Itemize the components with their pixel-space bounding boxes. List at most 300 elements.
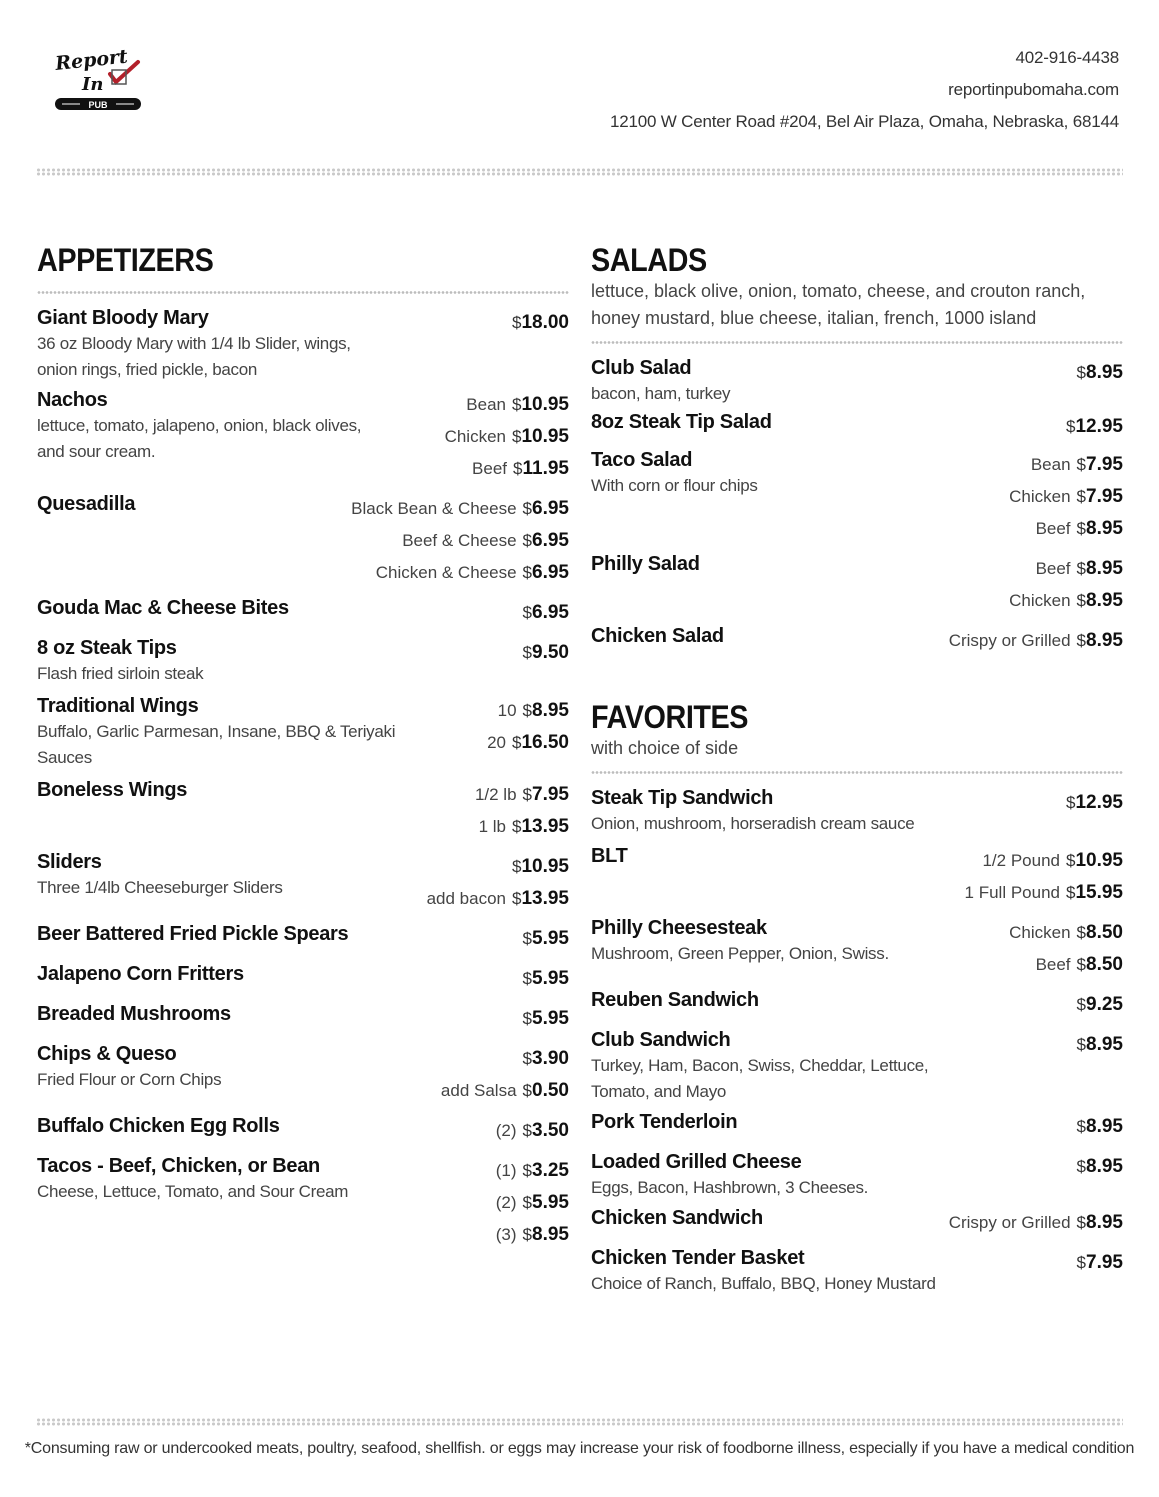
menu-item-name: Buffalo Chicken Egg Rolls <box>37 1115 280 1137</box>
menu-item <box>591 915 1123 981</box>
price-line <box>351 493 569 525</box>
price-option-label: (2) <box>495 1121 517 1140</box>
menu-item <box>37 1153 569 1251</box>
price-amount: 3.50 <box>532 1120 569 1141</box>
menu-item-info <box>591 355 1077 407</box>
price-line <box>445 389 569 421</box>
price-amount: 8.50 <box>1086 922 1123 943</box>
menu-item-prices <box>487 693 569 771</box>
menu-item-name: Nachos <box>37 389 108 411</box>
price-line <box>351 557 569 589</box>
price-line <box>1066 787 1123 819</box>
price-option-label: Crispy or Grilled <box>948 1213 1071 1232</box>
price-amount: 15.95 <box>1075 882 1123 903</box>
currency-symbol: $ <box>511 857 522 876</box>
menu-section <box>37 238 569 1251</box>
menu-item-name: Giant Bloody Mary <box>37 307 209 329</box>
price-line <box>965 877 1123 909</box>
menu-item-info <box>591 1205 949 1239</box>
section-title: SALADS <box>591 242 707 278</box>
menu-item <box>591 355 1123 407</box>
currency-symbol: $ <box>511 817 522 836</box>
price-amount: 8.95 <box>1086 1034 1123 1055</box>
currency-symbol: $ <box>1076 559 1087 578</box>
section-divider <box>591 770 1123 775</box>
menu-item-prices <box>523 921 569 955</box>
menu-item-info <box>37 1153 496 1251</box>
currency-symbol: $ <box>522 1193 533 1212</box>
menu-item-prices <box>523 961 569 995</box>
price-option-label: 20 <box>487 733 506 752</box>
price-line <box>1077 1247 1123 1279</box>
section-title: APPETIZERS <box>37 242 214 278</box>
menu-item-info <box>37 777 475 843</box>
menu-item-info <box>591 551 1009 617</box>
menu-item-name: Tacos - Beef, Chicken, or Bean <box>37 1155 320 1177</box>
currency-symbol: $ <box>522 643 533 662</box>
menu-item-name: Club Salad <box>591 357 692 379</box>
logo-line-1: Report <box>54 46 129 75</box>
menu-item-info <box>37 1113 496 1147</box>
menu-item-info <box>591 785 1066 837</box>
section-divider <box>591 340 1123 345</box>
menu-item-prices <box>523 595 569 629</box>
price-amount: 10.95 <box>521 426 569 447</box>
menu-item <box>591 1149 1123 1201</box>
currency-symbol: $ <box>1076 519 1087 538</box>
contact-block <box>610 42 1119 138</box>
price-line <box>523 637 569 669</box>
price-line <box>445 421 569 453</box>
menu-item-prices <box>1077 1149 1123 1201</box>
price-amount: 7.95 <box>1086 486 1123 507</box>
currency-symbol: $ <box>1076 1253 1087 1272</box>
price-option-label: (2) <box>495 1193 517 1212</box>
price-line <box>441 1043 569 1075</box>
menu-item-info <box>591 1245 1077 1297</box>
menu-item-description: lettuce, tomato, jalapeno, onion, black olives, <box>37 416 362 435</box>
price-amount: 8.95 <box>1086 630 1123 651</box>
price-line <box>1077 357 1123 389</box>
price-line <box>949 625 1123 657</box>
price-line <box>1009 553 1123 585</box>
currency-symbol: $ <box>522 785 533 804</box>
menu-item-name: Pork Tenderloin <box>591 1111 738 1133</box>
menu-item-description: Flash fried sirloin steak <box>37 664 204 683</box>
menu-item-prices <box>445 387 569 485</box>
currency-symbol: $ <box>513 459 523 478</box>
price-option-label: 1/2 lb <box>474 785 517 804</box>
menu-item-name: BLT <box>591 845 628 867</box>
currency-symbol: $ <box>522 1081 533 1100</box>
currency-symbol: $ <box>522 969 533 988</box>
menu-item <box>591 987 1123 1021</box>
price-amount: 8.50 <box>1086 954 1123 975</box>
menu-item-prices <box>965 843 1123 909</box>
menu-item <box>37 777 569 843</box>
currency-symbol: $ <box>522 603 533 622</box>
currency-symbol: $ <box>1065 851 1076 870</box>
menu-item-name: Loaded Grilled Cheese <box>591 1151 802 1173</box>
price-option-label: (1) <box>495 1161 517 1180</box>
currency-symbol: $ <box>1076 1035 1087 1054</box>
price-option-label: Crispy or Grilled <box>948 631 1071 650</box>
bottom-divider <box>36 1418 1123 1426</box>
price-line <box>351 525 569 557</box>
price-line <box>1009 513 1123 545</box>
menu-item-info <box>591 987 1077 1021</box>
menu-item-description: Mushroom, Green Pepper, Onion, Swiss. <box>591 944 889 963</box>
logo-line-3: PUB <box>88 100 108 110</box>
menu-item <box>591 409 1123 443</box>
price-amount: 5.95 <box>532 928 569 949</box>
menu-item-description: Eggs, Bacon, Hashbrown, 3 Cheeses. <box>591 1178 869 1197</box>
menu-item <box>591 551 1123 617</box>
menu-item-info <box>591 1027 1077 1105</box>
menu-item-info <box>37 387 445 485</box>
menu-item-info <box>591 1109 1077 1143</box>
price-amount: 3.90 <box>532 1048 569 1069</box>
menu-item <box>591 843 1123 909</box>
price-line <box>487 727 569 759</box>
price-amount: 18.00 <box>521 312 569 333</box>
menu-item-name: Chicken Sandwich <box>591 1207 763 1229</box>
price-line <box>1077 1111 1123 1143</box>
menu-item-info <box>37 1001 523 1035</box>
price-line <box>523 597 569 629</box>
menu-item-info <box>37 595 523 629</box>
price-line <box>1009 949 1123 981</box>
price-line <box>523 1003 569 1035</box>
price-amount: 7.95 <box>1086 454 1123 475</box>
menu-item-info <box>591 447 1009 545</box>
currency-symbol: $ <box>1076 955 1087 974</box>
currency-symbol: $ <box>522 499 533 518</box>
price-amount: 0.50 <box>532 1080 569 1101</box>
price-line <box>496 1115 569 1147</box>
currency-symbol: $ <box>511 395 522 414</box>
menu-item <box>591 1109 1123 1143</box>
menu-item-prices <box>441 1041 569 1107</box>
price-amount: 8.95 <box>1086 1116 1123 1137</box>
currency-symbol: $ <box>522 701 533 720</box>
currency-symbol: $ <box>1076 591 1087 610</box>
menu-item <box>37 1113 569 1147</box>
menu-item <box>37 387 569 485</box>
currency-symbol: $ <box>522 1161 533 1180</box>
currency-symbol: $ <box>522 1009 533 1028</box>
menu-item-name: Sliders <box>37 851 102 873</box>
price-amount: 7.95 <box>1086 1252 1123 1273</box>
price-option-label: Beef <box>1035 559 1071 578</box>
price-line <box>1009 481 1123 513</box>
price-option-label: Bean <box>466 395 506 414</box>
menu-item-description: Three 1/4lb Cheeseburger Sliders <box>37 878 283 897</box>
currency-symbol: $ <box>1076 631 1087 650</box>
price-option-label: Beef <box>472 459 508 478</box>
price-line <box>441 1075 569 1107</box>
menu-item-info <box>591 843 965 909</box>
menu-item <box>37 635 569 687</box>
menu-item <box>37 595 569 629</box>
menu-section <box>591 695 1123 1297</box>
menu-item-prices <box>1066 785 1123 837</box>
price-amount: 10.95 <box>521 394 569 415</box>
menu-item <box>37 491 569 589</box>
price-amount: 10.95 <box>1075 850 1123 871</box>
menu-item-prices <box>523 635 569 687</box>
menu-item <box>591 785 1123 837</box>
menu-item-name: Gouda Mac & Cheese Bites <box>37 597 289 619</box>
currency-symbol: $ <box>522 563 533 582</box>
menu-item <box>37 961 569 995</box>
menu-item-info <box>37 961 523 995</box>
price-amount: 8.95 <box>1086 590 1123 611</box>
price-option-label: Chicken <box>444 427 506 446</box>
menu-item <box>591 1245 1123 1297</box>
menu-item-prices <box>512 305 569 383</box>
price-option-label: 10 <box>497 701 517 720</box>
menu-item-name: Club Sandwich <box>591 1029 731 1051</box>
price-option-label: Beef & Cheese <box>402 531 517 550</box>
section-divider <box>37 290 569 295</box>
price-amount: 9.50 <box>532 642 569 663</box>
menu-item-description: Fried Flour or Corn Chips <box>37 1070 222 1089</box>
menu-item <box>37 693 569 771</box>
price-line <box>1009 917 1123 949</box>
price-amount: 5.95 <box>532 1008 569 1029</box>
price-option-label: 1/2 Pound <box>982 851 1060 870</box>
price-amount: 8.95 <box>1086 362 1123 383</box>
currency-symbol: $ <box>1076 995 1087 1014</box>
price-amount: 12.95 <box>1075 792 1123 813</box>
menu-item-info <box>37 1041 441 1107</box>
currency-symbol: $ <box>1076 1213 1087 1232</box>
price-line <box>427 883 569 915</box>
menu-item-prices <box>1077 1109 1123 1143</box>
price-amount: 8.95 <box>532 1224 569 1245</box>
menu-item-prices <box>1077 355 1123 407</box>
menu-item-name: Jalapeno Corn Fritters <box>37 963 244 985</box>
price-amount: 7.95 <box>532 784 569 805</box>
price-amount: 8.95 <box>1086 1212 1123 1233</box>
menu-item-prices <box>1077 987 1123 1021</box>
menu-item-info <box>37 635 523 687</box>
price-amount: 8.95 <box>532 700 569 721</box>
section-subtitle: with choice of side <box>591 738 739 758</box>
price-amount: 8.95 <box>1086 1156 1123 1177</box>
price-amount: 13.95 <box>521 816 569 837</box>
menu-item-name: Reuben Sandwich <box>591 989 759 1011</box>
menu-item-description: With corn or flour chips <box>591 476 758 495</box>
menu-item-info <box>591 623 949 657</box>
price-line <box>965 845 1123 877</box>
price-amount: 6.95 <box>532 602 569 623</box>
menu-item-name: Breaded Mushrooms <box>37 1003 231 1025</box>
menu-item-info <box>37 849 427 915</box>
menu-item-description: Cheese, Lettuce, Tomato, and Sour Cream <box>37 1182 349 1201</box>
price-line <box>487 695 569 727</box>
menu-item <box>37 1041 569 1107</box>
price-line <box>1009 449 1123 481</box>
menu-item <box>591 447 1123 545</box>
website-link[interactable]: reportinpubomaha.com <box>948 80 1119 99</box>
currency-symbol: $ <box>522 531 533 550</box>
menu-item-name: Chips & Queso <box>37 1043 177 1065</box>
menu-item-description: bacon, ham, turkey <box>591 384 731 403</box>
price-line <box>1077 989 1123 1021</box>
price-amount: 11.95 <box>522 458 569 479</box>
menu-item-prices <box>496 1113 569 1147</box>
menu-item-name: Chicken Tender Basket <box>591 1247 805 1269</box>
menu-item-name: Chicken Salad <box>591 625 724 647</box>
price-line <box>1077 1151 1123 1183</box>
menu-item-description: and sour cream. <box>37 442 156 461</box>
menu-item <box>37 921 569 955</box>
price-option-label: Black Bean & Cheese <box>351 499 517 518</box>
section-subtitle: lettuce, black olive, onion, tomato, cheese, and crouton ranch, honey mustard, blue cheese, italian, french, 1000 island <box>591 281 1086 328</box>
price-line <box>496 1219 569 1251</box>
price-amount: 8.95 <box>1086 558 1123 579</box>
menu-item-name: Taco Salad <box>591 449 693 471</box>
pub-logo <box>52 46 144 116</box>
currency-symbol: $ <box>511 427 522 446</box>
menu-item-info <box>37 693 487 771</box>
price-option-label: 1 Full Pound <box>964 883 1060 902</box>
price-line <box>949 1207 1123 1239</box>
menu-item-prices <box>1077 1027 1123 1105</box>
menu-item-prices <box>1009 551 1123 617</box>
price-option-label: 1 lb <box>478 817 506 836</box>
currency-symbol: $ <box>1065 793 1076 812</box>
menu-item-prices <box>1009 915 1123 981</box>
price-line <box>475 779 569 811</box>
price-line <box>523 963 569 995</box>
menu-item-prices <box>1066 409 1123 443</box>
price-line <box>512 307 569 339</box>
price-line <box>475 811 569 843</box>
currency-symbol: $ <box>1065 883 1076 902</box>
menu-item-description: Choice of Ranch, Buffalo, BBQ, Honey Mustard <box>591 1274 936 1293</box>
address: 12100 W Center Road #204, Bel Air Plaza, Omaha, Nebraska, 68144 <box>609 112 1119 131</box>
menu-item <box>37 305 569 383</box>
price-option-label: Chicken <box>1009 591 1071 610</box>
menu-item-prices <box>949 1205 1123 1239</box>
price-option-label: add bacon <box>426 889 506 908</box>
menu-item-name: Philly Salad <box>591 553 700 575</box>
price-option-label: Chicken <box>1009 487 1071 506</box>
menu-item-name: Philly Cheesesteak <box>591 917 767 939</box>
price-line <box>496 1155 569 1187</box>
price-option-label: Chicken <box>1009 923 1071 942</box>
menu-item <box>591 623 1123 657</box>
menu-item <box>37 1001 569 1035</box>
price-line <box>523 923 569 955</box>
price-amount: 16.50 <box>521 732 569 753</box>
price-line <box>496 1187 569 1219</box>
price-amount: 6.95 <box>532 530 569 551</box>
currency-symbol: $ <box>1065 417 1076 436</box>
currency-symbol: $ <box>511 313 522 332</box>
menu-item-description: Onion, mushroom, horseradish cream sauce <box>591 814 915 833</box>
menu-item-info <box>591 409 1066 443</box>
price-amount: 6.95 <box>532 562 569 583</box>
price-line <box>445 453 569 485</box>
price-amount: 13.95 <box>521 888 569 909</box>
currency-symbol: $ <box>1076 923 1087 942</box>
price-line <box>427 851 569 883</box>
menu-item-info <box>591 1149 1077 1201</box>
menu-item <box>591 1205 1123 1239</box>
phone-number[interactable]: 402-916-4438 <box>1015 48 1119 67</box>
menu-item-name: 8 oz Steak Tips <box>37 637 177 659</box>
price-line <box>1066 411 1123 443</box>
logo-line-2: In <box>82 74 104 95</box>
price-amount: 5.95 <box>532 1192 569 1213</box>
currency-symbol: $ <box>1076 1157 1087 1176</box>
menu-item-prices <box>496 1153 569 1251</box>
menu-item-info <box>37 491 351 589</box>
menu-item-description: Buffalo, Garlic Parmesan, Insane, BBQ & Teriyaki <box>37 722 396 741</box>
price-amount: 9.25 <box>1086 994 1123 1015</box>
menu-item <box>591 1027 1123 1105</box>
price-option-label: Bean <box>1030 455 1071 474</box>
price-amount: 3.25 <box>532 1160 569 1181</box>
menu-item-name: Quesadilla <box>37 493 136 515</box>
menu-item-prices <box>1009 447 1123 545</box>
currency-symbol: $ <box>511 733 522 752</box>
footer-disclaimer: *Consuming raw or undercooked meats, poultry, seafood, shellfish. or eggs may increase your risk of foodborne illness, especially if you have a medical condition <box>24 1440 1135 1457</box>
menu-item-description: Sauces <box>37 748 92 767</box>
right-column <box>591 238 1123 1297</box>
menu-item-info <box>37 305 512 383</box>
price-amount: 8.95 <box>1086 518 1123 539</box>
menu-item-prices <box>1077 1245 1123 1297</box>
menu-item-prices <box>475 777 569 843</box>
currency-symbol: $ <box>1076 363 1087 382</box>
left-column <box>37 238 569 1251</box>
menu-item-name: Beer Battered Fried Pickle Spears <box>37 923 349 945</box>
currency-symbol: $ <box>522 1225 533 1244</box>
menu-item-prices <box>427 849 569 915</box>
currency-symbol: $ <box>511 889 522 908</box>
menu-item-info <box>37 921 523 955</box>
currency-symbol: $ <box>1076 487 1087 506</box>
menu-item-prices <box>351 491 569 589</box>
menu-item-name: 8oz Steak Tip Salad <box>591 411 772 433</box>
menu-item-description: onion rings, fried pickle, bacon <box>37 360 258 379</box>
currency-symbol: $ <box>522 1049 533 1068</box>
menu-item <box>37 849 569 915</box>
menu-item-description: Tomato, and Mayo <box>591 1082 727 1101</box>
price-amount: 10.95 <box>521 856 569 877</box>
price-option-label: Beef <box>1035 519 1071 538</box>
price-amount: 12.95 <box>1075 416 1123 437</box>
price-line <box>1009 585 1123 617</box>
menu-item-info <box>591 915 1009 981</box>
menu-item-prices <box>949 623 1123 657</box>
currency-symbol: $ <box>1076 1117 1087 1136</box>
price-option-label: Beef <box>1035 955 1071 974</box>
menu-item-description: 36 oz Bloody Mary with 1/4 lb Slider, wings, <box>37 334 351 353</box>
top-divider <box>36 168 1123 176</box>
menu-item-prices <box>523 1001 569 1035</box>
price-line <box>1077 1029 1123 1061</box>
menu-section <box>591 238 1123 657</box>
currency-symbol: $ <box>1076 455 1087 474</box>
currency-symbol: $ <box>522 929 533 948</box>
menu-item-name: Steak Tip Sandwich <box>591 787 774 809</box>
